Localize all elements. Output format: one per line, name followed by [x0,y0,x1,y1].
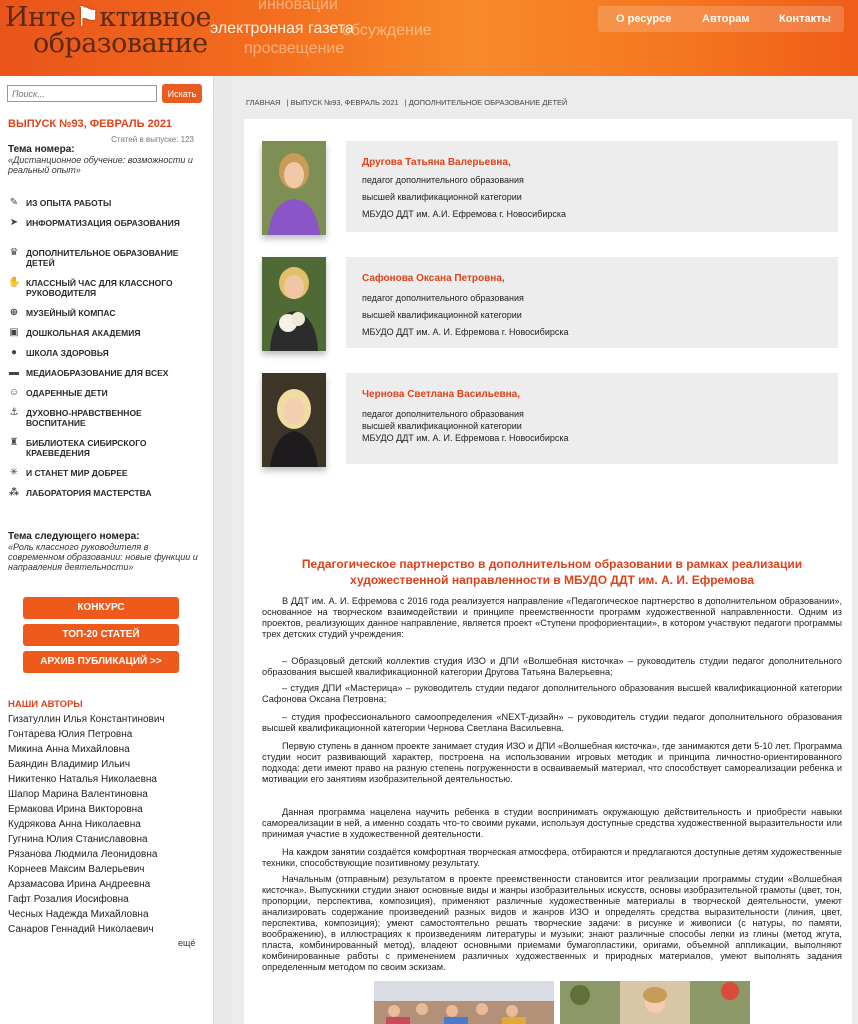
anchor-icon: ⚓ [9,407,19,418]
author-name: Чернова Светлана Васильевна, [362,389,521,400]
article-paragraph: Начальным (отправным) результатом в проекте преемственности становится итог реализации программы студии «Волшебная кисточка». Выпускники студии знают основные виды и жанры изобразительных искусств, основы изобразительной грамоты (цвет, тон, пропорции, перспектива, композиция), применяют различные художественные материалы в творческой деятельности, умеют анализировать содержание произведений разных видов и жанров ИЗО и определять средства выразительности (линия, цвет, перспектива, композиция); умеют самостоятельно решать творческие задачи: в рисунке и живописи (с натуры, по памяти, воображению), в иллюстрациях к произведениям литературы и музыки; знают различные способы лепки из глины (метод жгута, пласта, комбинированный метод), владеют основными приемами бумагопластики, оригами, объемной аппликации, выполняют комбинированные работы с применением различных художественных и природных материалов, умеют выполнять задания определенным методом по своим эскизам. [262,874,842,972]
sparkle-icon: ✳ [9,467,19,478]
header-bg-word: инновации [258,0,338,13]
author-link[interactable]: Гафт Розалия Иосифовна [8,894,129,905]
next-theme-label: Тема следующего номера: [8,531,140,542]
site-logo[interactable]: Инте⚑ктивное образование [5,2,211,59]
author-info: Сафонова Оксана Петровна, педагог дополнительного образования высшей квалификационной категории МБУДО ДДТ им. А. И. Ефремова г. Новосибирска [346,257,838,348]
author-photo [262,257,326,351]
author-link[interactable]: Гугнина Юлия Станиславовна [8,834,148,845]
author-link[interactable]: Шапор Марина Валентиновна [8,789,148,800]
pen-icon: ✎ [9,197,19,208]
breadcrumb-section[interactable]: ДОПОЛНИТЕЛЬНОЕ ОБРАЗОВАНИЕ ДЕТЕЙ [408,98,568,107]
author-card [254,257,834,361]
author-photo [262,373,326,467]
nav-authors-link[interactable]: Авторам [702,13,750,25]
site-tagline: электронная газета [210,20,354,37]
authors-heading: НАШИ АВТОРЫ [8,699,83,710]
issue-article-count: Статей в выпуске: 123 [111,135,194,144]
author-info: Другова Татьяна Валерьевна, педагог дополнительного образования высшей квалификационной категории МБУДО ДДТ им. А.И. Ефремова г. Новосибирска [346,141,838,232]
compass-icon: ⊕ [9,307,19,318]
top-navigation [598,6,844,32]
article-title: Педагогическое партнерство в дополнительном образовании в рамках реализации художественной направленности в МБУДО ДДТ им. А. И. Ефремова [301,557,803,587]
article-paragraph: – студия профессионального самоопределения «NEXT-дизайн» – руководитель студии педагог дополнительного образования высшей квалификационной категории Чернова Светлана Васильевна. [262,712,842,733]
author-link[interactable]: Санаров Геннадий Николаевич [8,924,154,935]
search-button[interactable]: Искать [162,84,202,103]
top20-button[interactable]: ТОП-20 СТАТЕЙ [23,624,179,646]
main-content [232,76,858,1024]
breadcrumb-home[interactable]: ГЛАВНАЯ [246,98,281,107]
author-name: Другова Татьяна Валерьевна, [362,157,511,168]
sidebar: Поиск... Искать ВЫПУСК №93, ФЕВРАЛЬ 2021 Статей в выпуске: 123 Тема номера: «Дистанционное обучение: возможности и реальный опыт» ✎ ИЗ ОПЫТА РАБОТЫ ➤ ИНФОРМАТИЗАЦИЯ ОБРАЗОВАНИЯ ♛ ДОПОЛНИТЕЛЬНОЕ ОБРАЗОВАНИЕ ДЕТЕЙ ✋ КЛАССНЫЙ ЧАС ДЛЯ КЛАССНОГО РУКОВОДИТЕЛЯ ⊕ МУЗЕЙНЫЙ КОМПАС ▣ ДОШКОЛЬНАЯ АКАДЕМИЯ ● ШКОЛА ЗДОРОВЬЯ ▬ МЕДИАОБРАЗОВАНИЕ ДЛЯ ВСЕХ ☺ ОДАРЕННЫЕ ДЕТИ ⚓ ДУХОВНО-НРАВСТВЕННОЕ ВОСПИТАНИЕ ♜ БИБЛИОТЕКА СИБИРСКОГО КРАЕВЕДЕНИЯ ✳ И СТАНЕТ МИР ДОБРЕЕ ⁂ ЛАБОРАТОРИЯ МАСТЕРСТВА Тема следующего номера: «Роль классного руководителя в современном образовании: новые функции и направления деятельности» КОНКУРС ТОП-20 СТАТЕЙ АРХИВ ПУБЛИКАЦИЙ >> НАШИ АВТОРЫ Гизатуллин Илья Константинович Гонтарева Юлия Петровна Микина Анна Михайловна Баяндин Владимир Ильич Никитенко Наталья Николаевна Шапор Марина Валентиновна Ермакова Ирина Викторовна Кудрякова Анна Николаевна Гугнина Юлия Станиславовна Рязанова Людмила Леонидовна Корнеев Максим Валерьевич Арзамасова Ирина Андреевна Гафт Розалия Иосифовна Чесных Надежда Михайловна Санаров Геннадий Николаевич ещё [0,76,214,1024]
author-link[interactable]: Гонтарева Юлия Петровна [8,729,133,740]
article-paragraph: – студия ДПИ «Мастерица» – руководитель студии педагог дополнительного образования высшей квалификационной категории Сафонова Оксана Петровна; [262,683,842,704]
next-theme-text: «Роль классного руководителя в современном образовании: новые функции и направления деятельности» [8,542,198,572]
header-bg-word: просвещение [244,40,345,57]
issue-title[interactable]: ВЫПУСК №93, ФЕВРАЛЬ 2021 [8,118,173,130]
author-card [254,373,834,477]
nav-contacts-link[interactable]: Контакты [779,13,831,25]
theme-label: Тема номера: [8,144,75,155]
theme-text: «Дистанционное обучение: возможности и реальный опыт» [8,155,193,175]
article-paragraph: В ДДТ им. А. И. Ефремова с 2016 года реализуется направление «Педагогическое партнерство в дополнительном образовании», основанное на творческом взаимодействии и принципе преемственности программ художественной направленности. Одним из проектов, реализующих данное направление, является проект «Ступени профориентации», в котором участвуют педагоги программы трех детских студий учреждения: [262,596,842,639]
child-icon: ☺ [8,387,20,398]
library-icon: ♜ [9,437,19,448]
author-link[interactable]: Чесных Надежда Михайловна [8,909,149,920]
author-info: Чернова Светлана Васильевна, педагог дополнительного образования высшей квалификационной категории МБУДО ДДТ им. А. И. Ефремова г. Новосибирска [346,373,838,464]
article-container [244,119,852,1024]
author-link[interactable]: Ермакова Ирина Викторовна [8,804,143,815]
article-paragraph: – Образцовый детский коллектив студия ИЗО и ДПИ «Волшебная кисточка» – руководитель студии педагог дополнительного образования высшей квалификационной категории Другова Татьяна Валерьевна; [262,656,842,677]
author-link[interactable]: Кудрякова Анна Николаевна [8,819,141,830]
nav-about-link[interactable]: О ресурсе [616,13,672,25]
header-bg-word: обсуждение [342,22,432,39]
author-link[interactable]: Корнеев Максим Валерьевич [8,864,145,875]
trophy-icon: ♛ [9,247,19,258]
archive-button[interactable]: АРХИВ ПУБЛИКАЦИЙ >> [23,651,179,673]
cursor-icon: ➤ [9,217,19,228]
search-input[interactable] [7,85,157,102]
author-card [254,141,834,245]
article-paragraph: На каждом занятии создаётся комфортная творческая атмосфера, отбираются и предлагаются доступные детям художественные техники, способствующие позитивному результату. [262,847,842,868]
contest-button[interactable]: КОНКУРС [23,597,179,619]
apple-icon: ● [10,347,18,358]
author-link[interactable]: Никитенко Наталья Николаевна [8,774,157,785]
author-name: Сафонова Оксана Петровна, [362,273,505,284]
article-photo [560,981,750,1024]
article-paragraph: Данная программа нацелена научить ребенка в студии воспринимать окружающую действительность и приобрести навыки самореализации в ней, а именно создать что-то своими руками, используя доступные средства художественной выразительности или принимая участие в художественной деятельности. [262,807,842,839]
breadcrumb: ГЛАВНАЯ | ВЫПУСК №93, ФЕВРАЛЬ 2021 | ДОПОЛНИТЕЛЬНОЕ ОБРАЗОВАНИЕ ДЕТЕЙ [246,98,568,107]
dots-icon: ⁂ [8,487,20,498]
author-link[interactable]: Баяндин Владимир Ильич [8,759,131,770]
article-paragraph: Первую ступень в данном проекте занимает студия ИЗО и ДПИ «Волшебная кисточка», где занимаются дети 5-10 лет. Программа студии носит развивающий характер, построена на использовании игровых методик и принципа личностно-ориентированного подхода: дети имеют право на разную степень погруженности в осваиваемый материал, что способствует самореализации ребенка и мотивации его занятиям изобразительной деятельностью. [262,741,842,784]
author-link[interactable]: Гизатуллин Илья Константинович [8,714,165,725]
hand-icon: ✋ [8,277,21,288]
article-photo [374,981,554,1024]
blocks-icon: ▣ [9,327,19,338]
breadcrumb-issue[interactable]: ВЫПУСК №93, ФЕВРАЛЬ 2021 [290,98,399,107]
film-icon: ▬ [9,367,19,378]
author-photo [262,141,326,235]
more-authors-link[interactable]: ещё [178,938,196,948]
author-link[interactable]: Рязанова Людмила Леонидовна [8,849,158,860]
author-link[interactable]: Микина Анна Михайловна [8,744,130,755]
author-link[interactable]: Арзамасова Ирина Андреевна [8,879,151,890]
site-header [0,0,858,76]
